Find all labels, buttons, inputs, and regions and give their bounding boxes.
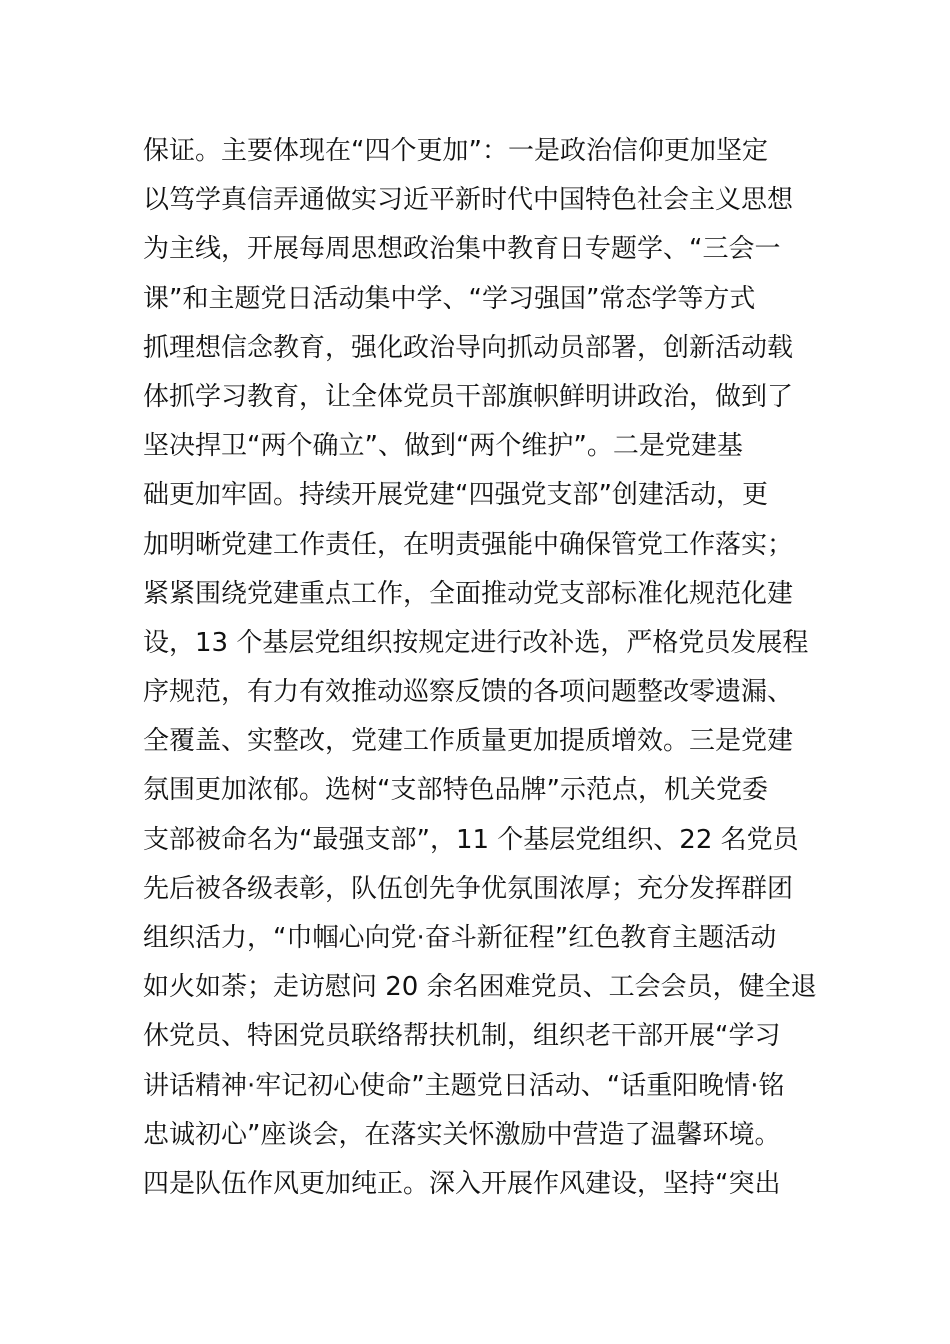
text-line: 如火如荼；走访慰问 20 余名困难党员、工会会员，健全退 (143, 972, 817, 1003)
text-line: 四是队伍作风更加纯正。深入开展作风建设，坚持“突出 (143, 1168, 781, 1199)
text-line: 讲话精神·牢记初心使命”主题党日活动、“话重阳晚情·铭 (143, 1070, 785, 1101)
text-line: 全覆盖、实整改，党建工作质量更加提质增效。三是党建 (143, 726, 794, 757)
text-line: 加明晰党建工作责任，在明责强能中确保管党工作落实； (143, 529, 794, 560)
text-line: 组织活力，“巾帼心向党·奋斗新征程”红色教育主题活动 (143, 923, 777, 953)
text-line: 休党员、特困党员联络帮扶机制，组织老干部开展“学习 (143, 1021, 781, 1052)
text-line: 设，13 个基层党组织按规定进行改补选，严格党员发展程 (143, 627, 809, 658)
text-line: 保证。主要体现在“四个更加”：一是政治信仰更加坚定 (143, 136, 768, 166)
text-line: 础更加牢固。持续开展党建“四强党支部”创建活动，更 (143, 480, 768, 511)
text-line: 为主线，开展每周思想政治集中教育日专题学、“三会一 (143, 234, 781, 265)
text-line: 忠诚初心”座谈会，在落实关怀激励中营造了温馨环境。 (143, 1119, 781, 1150)
text-line: 体抓学习教育，让全体党员干部旗帜鲜明讲政治，做到了 (143, 381, 794, 412)
text-line: 支部被命名为“最强支部”，11 个基层党组织、22 名党员 (143, 824, 799, 855)
body-text (143, 127, 823, 1209)
text-line: 抓理想信念教育，强化政治导向抓动员部署，创新活动载 (143, 332, 794, 363)
text-line: 序规范，有力有效推动巡察反馈的各项问题整改零遗漏、 (143, 677, 794, 708)
text-line: 紧紧围绕党建重点工作，全面推动党支部标准化规范化建 (143, 578, 794, 609)
text-line: 课”和主题党日活动集中学、“学习强国”常态学等方式 (143, 283, 756, 314)
text-line: 以笃学真信弄通做实习近平新时代中国特色社会主义思想 (143, 185, 794, 216)
text-line: 坚决捍卫“两个确立”、做到“两个维护”。二是党建基 (143, 431, 743, 462)
text-line: 先后被各级表彰，队伍创先争优氛围浓厚；充分发挥群团 (143, 873, 794, 904)
text-line: 氛围更加浓郁。选树“支部特色品牌”示范点，机关党委 (143, 775, 768, 806)
